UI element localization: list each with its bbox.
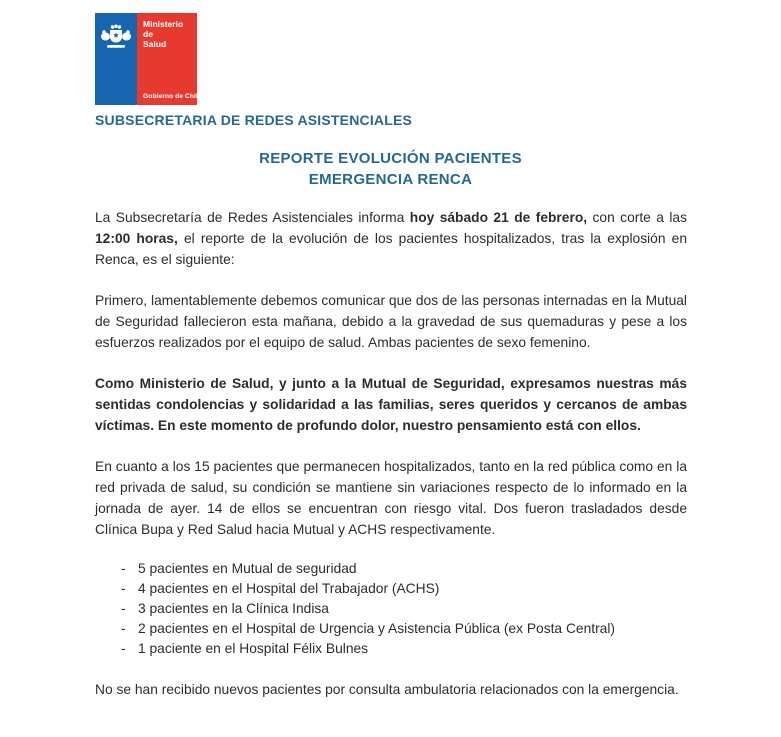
text-run: el reporte de la evolución de los pacientes hospitalizados, tras la explosión en Renca, es el siguiente: xyxy=(95,231,687,267)
text-run-bold-time: 12:00 horas, xyxy=(95,231,178,246)
subsecretaria-heading: SUBSECRETARIA DE REDES ASISTENCIALES xyxy=(95,112,413,128)
report-title xyxy=(0,148,781,190)
paragraph-deaths: Primero, lamentablemente debemos comunicar que dos de las personas internadas en la Mutual de Seguridad fallecieron esta mañana, debido a la gravedad de sus quemaduras y pese a los esfuerzos realizados por el equipo de salud. Ambas pacientes de sexo femenino. xyxy=(95,293,687,350)
ministry-name-line2: Salud xyxy=(143,39,167,49)
list-item-text: 2 pacientes en el Hospital de Urgencia y Asistencia Pública (ex Posta Central) xyxy=(138,621,616,636)
list-item-felix-bulnes xyxy=(95,639,687,659)
list-item-mutual xyxy=(95,559,687,579)
patient-distribution-list xyxy=(95,559,687,659)
ministry-name xyxy=(143,19,193,49)
list-item-trabajador xyxy=(95,579,687,599)
text-run: con corte a las xyxy=(587,210,688,225)
ministerio-logo xyxy=(95,13,202,105)
ministry-name-line1: Ministerio de xyxy=(143,19,184,39)
dash-marker: - xyxy=(121,601,126,616)
dash-marker: - xyxy=(121,621,126,636)
dash-marker: - xyxy=(121,581,126,596)
list-item-text: 3 pacientes en la Clínica Indisa xyxy=(138,601,329,616)
text-run: La Subsecretaría de Redes Asistenciales informa xyxy=(95,210,410,225)
text-run-bold-date: hoy sábado 21 de febrero, xyxy=(409,210,588,225)
list-item-posta-central xyxy=(95,619,687,639)
logo-red-panel xyxy=(137,13,202,105)
list-item-text: 5 pacientes en Mutual de seguridad xyxy=(138,561,357,576)
dash-marker: - xyxy=(121,641,126,656)
list-item-text: 1 paciente en el Hospital Félix Bulnes xyxy=(138,641,369,656)
list-item-indisa xyxy=(95,599,687,619)
report-title-line2: EMERGENCIA RENCA xyxy=(308,171,473,188)
list-item-text: 4 pacientes en el Hospital del Trabajador (ACHS) xyxy=(138,581,440,596)
paragraph-intro xyxy=(95,207,687,270)
logo-blue-panel xyxy=(95,13,137,105)
report-body xyxy=(95,207,687,700)
dash-marker: - xyxy=(121,561,126,576)
coat-of-arms-icon xyxy=(100,24,132,50)
government-label: Gobierno de Chile xyxy=(143,93,202,100)
paragraph-status: En cuanto a los 15 pacientes que permanecen hospitalizados, tanto en la red pública como en la red privada de salud, su condición se mantiene sin variaciones respecto de lo informado en la jornada de ayer. 14 de ellos se encuentran con riesgo vital. Dos fueron trasladados desde Clínica Bupa y Red Salud hacia Mutual y ACHS respectivamente. xyxy=(95,459,687,537)
paragraph-condolences: Como Ministerio de Salud, y junto a la Mutual de Seguridad, expresamos nuestras más sentidas condolencias y solidaridad a las familias, seres queridos y cercanos de ambas víctimas. En este momento de profundo dolor, nuestro pensamiento está con ellos. xyxy=(95,376,687,433)
report-title-line1: REPORTE EVOLUCIÓN PACIENTES xyxy=(259,150,522,167)
paragraph-closing: No se han recibido nuevos pacientes por consulta ambulatoria relacionados con la emergencia. xyxy=(95,682,679,697)
